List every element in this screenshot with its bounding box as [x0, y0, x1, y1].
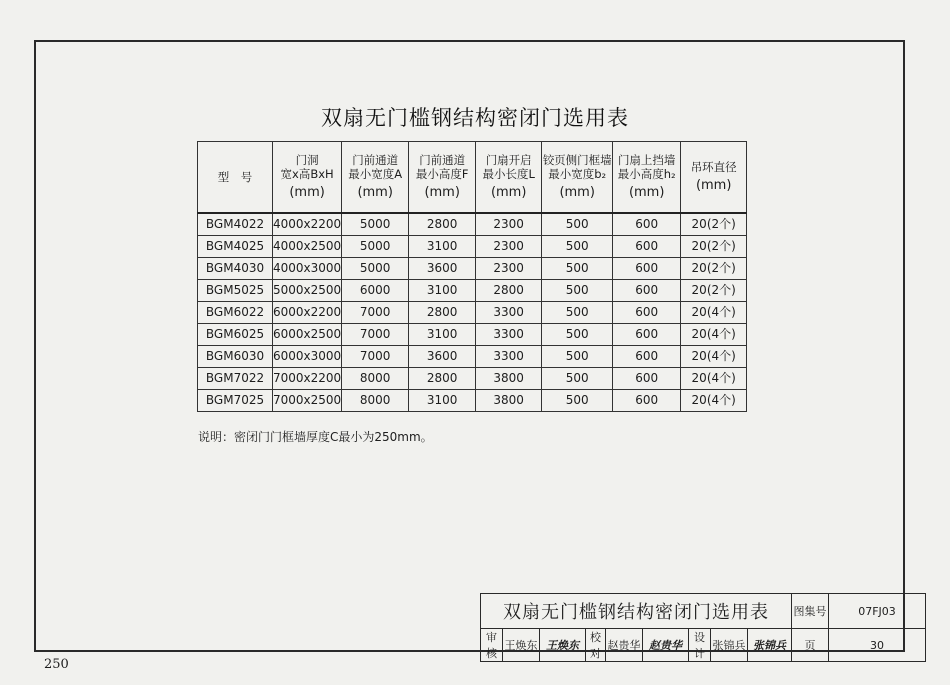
- header-line: 最小高度h₂: [617, 167, 676, 182]
- table-cell: 20(2个): [681, 236, 747, 258]
- table-row: [198, 324, 747, 346]
- table-cell: 7000: [342, 324, 409, 346]
- table-cell: 7000x2500: [273, 390, 342, 412]
- checker-signature: 赵贵华: [643, 629, 689, 662]
- table-cell: 500: [542, 280, 613, 302]
- table-cell: BGM7022: [198, 368, 273, 390]
- table-cell: 6000x2200: [273, 302, 342, 324]
- table-cell: BGM6030: [198, 346, 273, 368]
- review-label: 审核: [481, 629, 503, 662]
- header-line: 门洞: [295, 153, 319, 167]
- table-cell: 8000: [342, 390, 409, 412]
- reviewer-signature: 王焕东: [540, 629, 586, 662]
- table-cell: BGM7025: [198, 390, 273, 412]
- table-cell: 500: [542, 346, 613, 368]
- table-cell: 3600: [409, 258, 476, 280]
- header-unit: (mm): [357, 184, 393, 200]
- header-line: 门前通道: [419, 153, 466, 167]
- table-cell: 3300: [476, 302, 542, 324]
- table-cell: 3100: [409, 324, 476, 346]
- table-cell: 5000: [342, 258, 409, 280]
- column-header: [613, 142, 681, 214]
- table-cell: 3800: [476, 368, 542, 390]
- table-cell: 500: [542, 213, 613, 236]
- header-line: 最小宽度b₂: [548, 167, 607, 182]
- check-label: 校对: [586, 629, 606, 662]
- header-line: 铰页侧门框墙: [542, 153, 612, 167]
- header-line: 最小高度F: [415, 167, 469, 182]
- table-cell: 600: [613, 302, 681, 324]
- column-header: [273, 142, 342, 214]
- table-cell: 2800: [476, 280, 542, 302]
- table-cell: 20(4个): [681, 324, 747, 346]
- table-row: [198, 258, 747, 280]
- table-cell: BGM6022: [198, 302, 273, 324]
- header-line: 宽x高BxH: [280, 167, 334, 182]
- table-cell: 20(4个): [681, 302, 747, 324]
- design-label: 设计: [689, 629, 711, 662]
- table-cell: 2800: [409, 213, 476, 236]
- table-cell: 20(4个): [681, 390, 747, 412]
- atlas-number: 07FJ03: [829, 594, 926, 629]
- selection-table: [197, 141, 747, 412]
- table-cell: 2300: [476, 213, 542, 236]
- table-cell: BGM4025: [198, 236, 273, 258]
- table-cell: 6000: [342, 280, 409, 302]
- header-unit: (mm): [559, 184, 595, 200]
- table-cell: 4000x3000: [273, 258, 342, 280]
- table-cell: 500: [542, 390, 613, 412]
- table-title: 双扇无门槛钢结构密闭门选用表: [321, 106, 629, 130]
- table-cell: 600: [613, 280, 681, 302]
- column-header: [681, 142, 747, 214]
- header-unit: (mm): [424, 184, 460, 200]
- column-header: [476, 142, 542, 214]
- checker-name: 赵贵华: [606, 629, 643, 662]
- table-cell: 20(2个): [681, 258, 747, 280]
- header-line: 型 号: [217, 169, 253, 184]
- table-cell: 500: [542, 258, 613, 280]
- table-cell: 500: [542, 236, 613, 258]
- table-cell: 5000x2500: [273, 280, 342, 302]
- atlas-label: 图集号: [792, 594, 829, 629]
- table-cell: 3100: [409, 280, 476, 302]
- table-cell: 3600: [409, 346, 476, 368]
- table-cell: 5000: [342, 213, 409, 236]
- table-cell: 20(4个): [681, 346, 747, 368]
- table-row: [198, 236, 747, 258]
- table-cell: 600: [613, 258, 681, 280]
- note-text: 说明：密闭门门框墙厚度C最小为250mm。: [198, 430, 433, 444]
- table-cell: BGM4030: [198, 258, 273, 280]
- table-row: [198, 213, 747, 236]
- header-line: 最小宽度A: [348, 167, 403, 182]
- table-cell: 20(2个): [681, 213, 747, 236]
- title-block-title: 双扇无门槛钢结构密闭门选用表: [481, 594, 792, 629]
- table-cell: 3100: [409, 236, 476, 258]
- header-unit: (mm): [695, 177, 732, 193]
- reviewer-name: 王焕东: [503, 629, 540, 662]
- title-block: [480, 593, 926, 662]
- table-cell: 7000: [342, 302, 409, 324]
- table-cell: 500: [542, 302, 613, 324]
- table-cell: 2300: [476, 258, 542, 280]
- table-cell: 6000x2500: [273, 324, 342, 346]
- table-cell: 5000: [342, 236, 409, 258]
- table-cell: 2300: [476, 236, 542, 258]
- table-cell: 500: [542, 368, 613, 390]
- table-cell: 3100: [409, 390, 476, 412]
- table-cell: 4000x2200: [273, 213, 342, 236]
- book-page-number: 250: [44, 657, 69, 672]
- table-cell: 8000: [342, 368, 409, 390]
- table-cell: 6000x3000: [273, 346, 342, 368]
- table-row: [198, 368, 747, 390]
- table-cell: 4000x2500: [273, 236, 342, 258]
- designer-signature: 张锦兵: [748, 629, 792, 662]
- table-cell: 600: [613, 236, 681, 258]
- table-cell: 7000x2200: [273, 368, 342, 390]
- table-row: [198, 302, 747, 324]
- header-unit: (mm): [289, 184, 325, 200]
- table-row: [198, 280, 747, 302]
- table-cell: 3300: [476, 346, 542, 368]
- header-unit: (mm): [628, 184, 665, 200]
- table-cell: BGM5025: [198, 280, 273, 302]
- table-cell: 2800: [409, 368, 476, 390]
- table-cell: 7000: [342, 346, 409, 368]
- table-cell: 20(2个): [681, 280, 747, 302]
- header-line: 门扇上挡墙: [617, 153, 676, 167]
- table-cell: 2800: [409, 302, 476, 324]
- table-cell: BGM4022: [198, 213, 273, 236]
- designer-name: 张锦兵: [711, 629, 748, 662]
- header-unit: (mm): [490, 184, 527, 200]
- table-cell: 600: [613, 390, 681, 412]
- table-cell: 3800: [476, 390, 542, 412]
- header-line: 最小长度L: [482, 167, 535, 182]
- header-line: 门前通道: [352, 153, 399, 167]
- table-cell: 20(4个): [681, 368, 747, 390]
- column-header: [342, 142, 409, 214]
- table-cell: 600: [613, 346, 681, 368]
- table-cell: 600: [613, 213, 681, 236]
- table-cell: 3300: [476, 324, 542, 346]
- table-row: [198, 346, 747, 368]
- column-header: [542, 142, 613, 214]
- header-line: 吊环直径: [690, 160, 737, 175]
- table-row: [198, 390, 747, 412]
- table-cell: 600: [613, 368, 681, 390]
- table-cell: 600: [613, 324, 681, 346]
- sheet-page-number: 30: [829, 629, 926, 662]
- header-line: 门扇开启: [485, 153, 532, 167]
- table-cell: 500: [542, 324, 613, 346]
- table-cell: BGM6025: [198, 324, 273, 346]
- column-header: [409, 142, 476, 214]
- column-header: [198, 142, 273, 214]
- page-label: 页: [792, 629, 829, 662]
